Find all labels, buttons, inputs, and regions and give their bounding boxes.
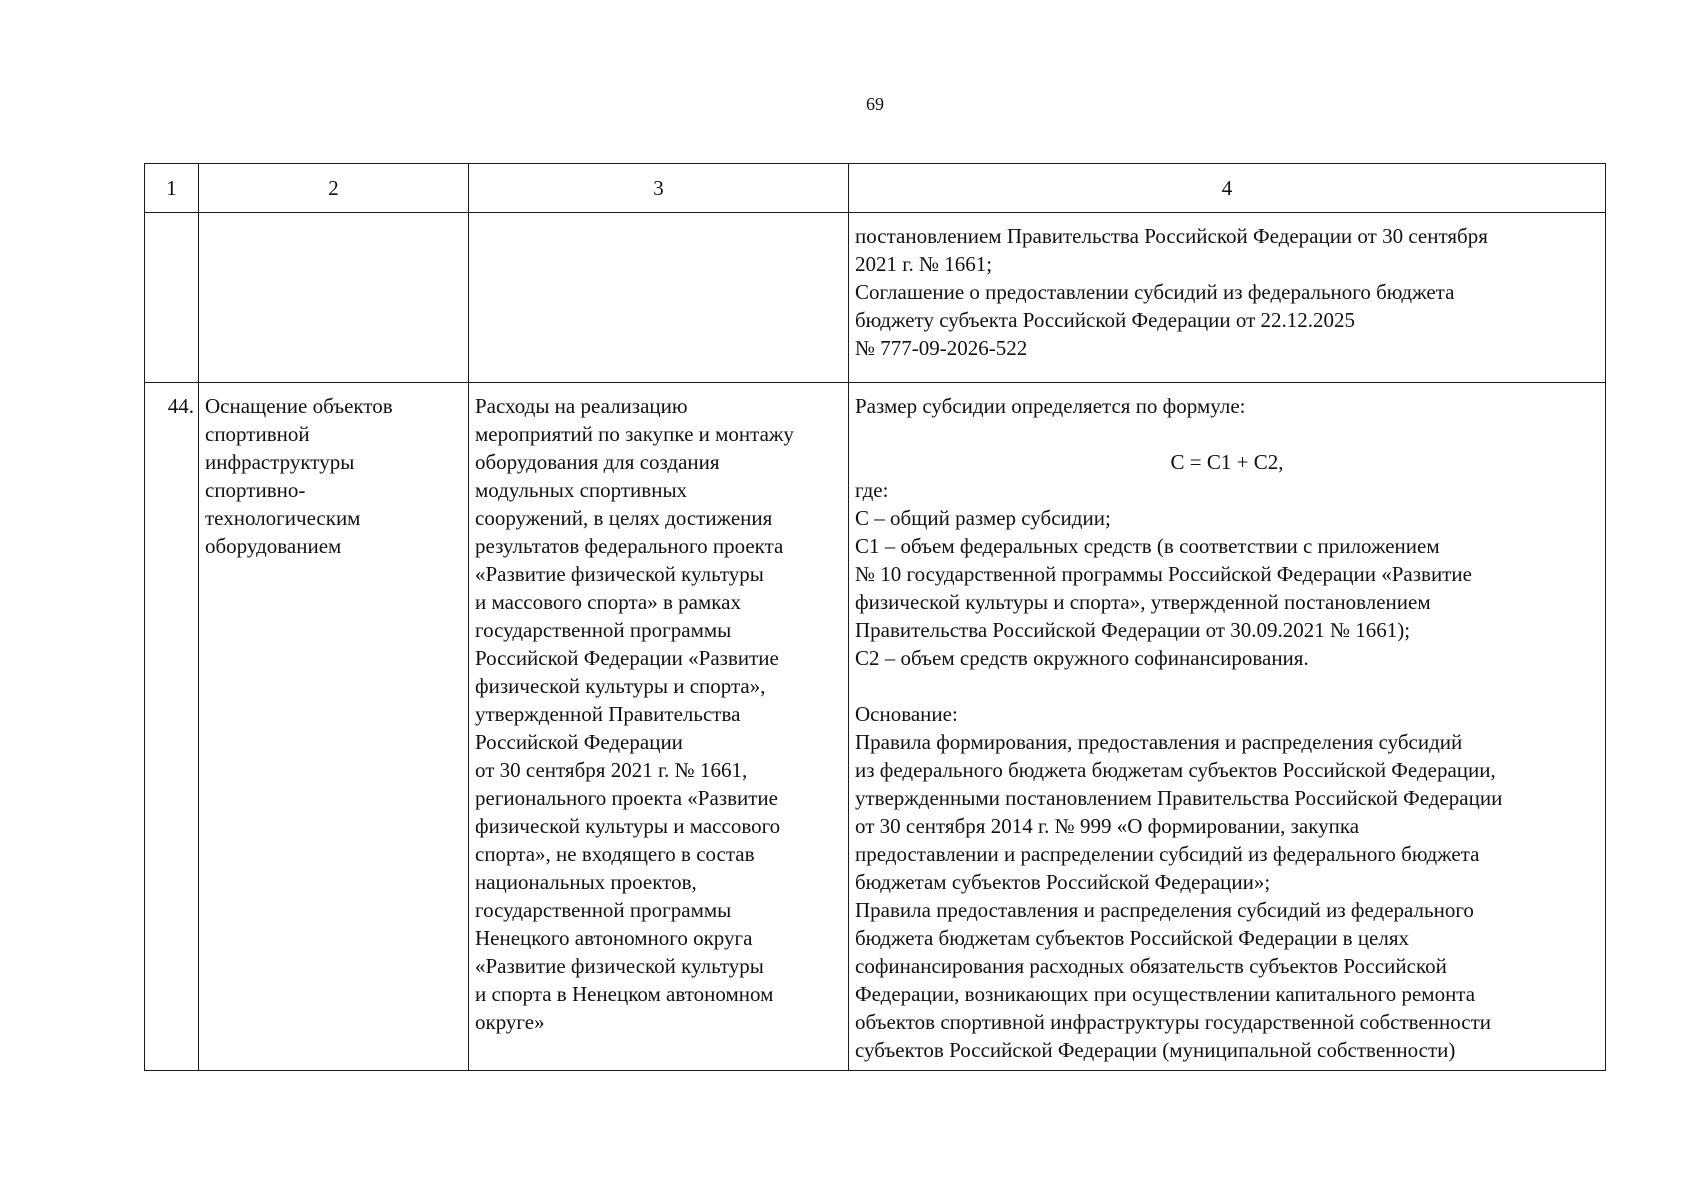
header-col-1: 1: [145, 164, 199, 213]
basis-line: Федерации, возникающих при осуществлении капитального ремонта: [855, 982, 1476, 1006]
cont-col-3: [469, 213, 849, 383]
definition-line: Правительства Российской Федерации от 30.09.2021 № 1661);: [855, 618, 1411, 642]
spacer: [855, 672, 1599, 700]
page-number: 69: [866, 94, 884, 114]
expenses-line: округе»: [475, 1010, 545, 1034]
row-expenses-cell: [469, 383, 849, 1071]
basis-line: Правила предоставления и распределения субсидий из федерального: [855, 898, 1474, 922]
basis-line: Правила формирования, предоставления и распределения субсидий: [855, 730, 1463, 754]
table-header-row: [145, 164, 1606, 213]
definition-line: № 10 государственной программы Российской Федерации «Развитие: [855, 562, 1472, 586]
expenses-line: и спорта в Ненецком автономном: [475, 982, 774, 1006]
cont-line: Соглашение о предоставлении субсидий из федерального бюджета: [855, 280, 1455, 304]
cont-line: № 777-09-2026-522: [855, 336, 1028, 360]
cont-line: бюджету субъекта Российской Федерации от 22.12.2025: [855, 308, 1356, 332]
expenses-line: регионального проекта «Развитие: [475, 786, 778, 810]
document-table: [144, 163, 1606, 1071]
name-line: оборудованием: [205, 534, 342, 558]
expenses-line: спорта», не входящего в состав: [475, 842, 755, 866]
basis-line: субъектов Российской Федерации (муниципальной собственности): [855, 1038, 1456, 1062]
cont-col-1: [145, 213, 199, 383]
name-line: спортивной: [205, 422, 310, 446]
spacer: [855, 420, 1599, 448]
basis-label: Основание:: [855, 702, 958, 726]
expenses-line: Российской Федерации «Развитие: [475, 646, 779, 670]
basis-line: из федерального бюджета бюджетам субъектов Российской Федерации,: [855, 758, 1496, 782]
basis-line: от 30 сентября 2014 г. № 999 «О формировании, закупка: [855, 814, 1360, 838]
definition-line: С – общий размер субсидии;: [855, 506, 1111, 530]
expenses-line: Российской Федерации: [475, 730, 683, 754]
expenses-line: от 30 сентября 2021 г. № 1661,: [475, 758, 748, 782]
expenses-line: утвержденной Правительства: [475, 702, 741, 726]
basis-line: софинансирования расходных обязательств субъектов Российской: [855, 954, 1447, 978]
header-col-2: 2: [199, 164, 469, 213]
expenses-line: физической культуры и массового: [475, 814, 781, 838]
cont-col-2: [199, 213, 469, 383]
row-basis-cell: [849, 383, 1606, 1071]
name-line: Оснащение объектов: [205, 394, 393, 418]
expenses-line: оборудования для создания: [475, 450, 720, 474]
expenses-line: мероприятий по закупке и монтажу: [475, 422, 794, 446]
row-number: 44.: [145, 383, 199, 1071]
basis-line: объектов спортивной инфраструктуры государственной собственности: [855, 1010, 1492, 1034]
basis-line: бюджетам субъектов Российской Федерации»;: [855, 870, 1271, 894]
expenses-line: государственной программы: [475, 618, 732, 642]
cont-col-4: [849, 213, 1606, 383]
expenses-line: результатов федерального проекта: [475, 534, 784, 558]
expenses-line: сооружений, в целях достижения: [475, 506, 773, 530]
formula-where: где:: [855, 478, 889, 502]
header-col-3: 3: [469, 164, 849, 213]
expenses-line: «Развитие физической культуры: [475, 954, 764, 978]
definition-line: С1 – объем федеральных средств (в соответствии с приложением: [855, 534, 1440, 558]
expenses-line: государственной программы: [475, 898, 732, 922]
basis-line: бюджета бюджетам субъектов Российской Федерации в целях: [855, 926, 1410, 950]
definition-line: физической культуры и спорта», утвержденной постановлением: [855, 590, 1431, 614]
expenses-line: модульных спортивных: [475, 478, 688, 502]
table-row-44: [145, 383, 1606, 1071]
table-row-continuation: [145, 213, 1606, 383]
row-name-cell: [199, 383, 469, 1071]
name-line: технологическим: [205, 506, 361, 530]
name-line: инфраструктуры: [205, 450, 355, 474]
expenses-line: Ненецкого автономного округа: [475, 926, 753, 950]
expenses-line: и массового спорта» в рамках: [475, 590, 741, 614]
basis-line: утвержденными постановлением Правительства Российской Федерации: [855, 786, 1503, 810]
definition-line: С2 – объем средств окружного софинансирования.: [855, 646, 1309, 670]
cont-line: 2021 г. № 1661;: [855, 252, 993, 276]
header-col-4: 4: [849, 164, 1606, 213]
expenses-line: «Развитие физической культуры: [475, 562, 764, 586]
cont-line: постановлением Правительства Российской Федерации от 30 сентября: [855, 224, 1488, 248]
expenses-line: национальных проектов,: [475, 870, 697, 894]
formula: С = С1 + С2,: [1170, 450, 1284, 474]
basis-line: предоставлении и распределении субсидий из федерального бюджета: [855, 842, 1480, 866]
expenses-line: Расходы на реализацию: [475, 394, 688, 418]
expenses-line: физической культуры и спорта»,: [475, 674, 766, 698]
name-line: спортивно-: [205, 478, 306, 502]
formula-intro: Размер субсидии определяется по формуле:: [855, 394, 1246, 418]
